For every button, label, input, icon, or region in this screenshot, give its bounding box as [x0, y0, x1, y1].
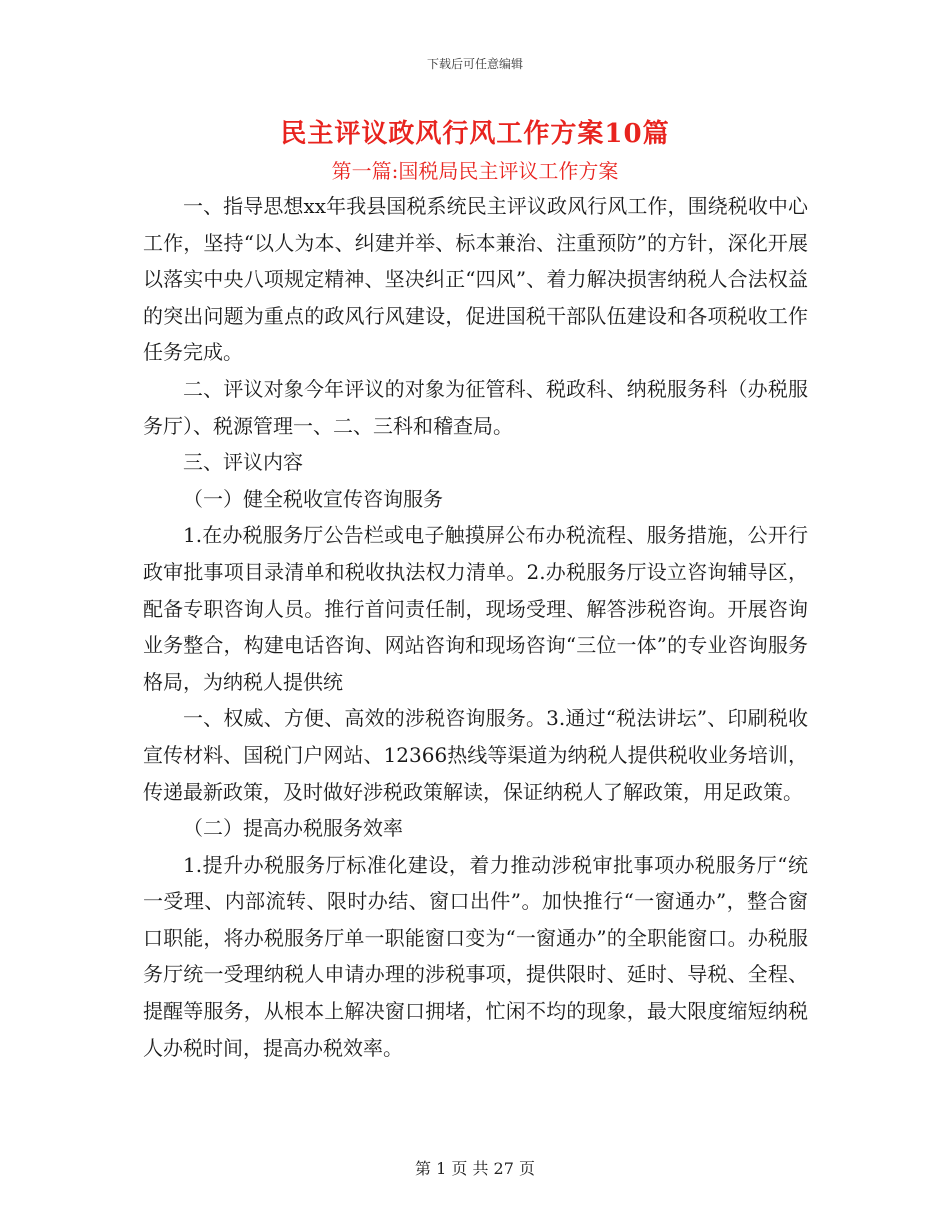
page-header-note: 下载后可任意编辑 — [426, 57, 523, 71]
paragraph-section-1-items: 1.在办税服务厅公告栏或电子触摸屏公布办税流程、服务措施，公开行政审批事项目录清单和税收执法权力清单。2.办税服务厅设立咨询辅导区，配备专职咨询人员。推行首问责任制，现场受理、解答涉税咨询。开展咨询业务整合，构建电话咨询、网站咨询和现场咨询“三位一体”的专业咨询服务格局，为纳税人提供统 — [143, 523, 808, 694]
paragraph-section-2-items: 1.提升办税服务厅标准化建设，着力推动涉税审批事项办税服务厅“统一受理、内部流转、限时办结、窗口出件”。加快推行“一窗通办”，整合窗口职能，将办税服务厅单一职能窗口变为“一窗通办”的全职能窗口。办税服务厅统一受理纳税人申请办理的涉税事项，提供限时、延时、导税、全程、提醒等服务，从根本上解决窗口拥堵，忙闲不均的现象，最大限度缩短纳税人办税时间，提高办税效率。 — [143, 852, 808, 1060]
document-title: 民主评议政风行风工作方案10篇 — [280, 119, 670, 149]
paragraph-section-1-heading: （一）健全税收宣传咨询服务 — [183, 486, 443, 511]
paragraph-evaluation-targets: 二、评议对象今年评议的对象为征管科、税政科、纳税服务科（办税服务厅）、税源管理一、二、三科和稽查局。 — [143, 376, 808, 438]
document-subtitle: 第一篇:国税局民主评议工作方案 — [331, 159, 619, 183]
page-number: 第 1 页 共 27 页 — [415, 1159, 535, 1178]
paragraph-section-2-heading: （二）提高办税服务效率 — [183, 816, 403, 841]
paragraph-guiding-ideology: 一、指导思想xx年我县国税系统民主评议政风行风工作，围绕税收中心工作，坚持“以人为本、纠建并举、标本兼治、注重预防”的方针，深化开展以落实中央八项规定精神、坚决纠正“四风”、着力解决损害纳税人合法权益的突出问题为重点的政风行风建设，促进国税干部队伍建设和各项税收工作任务完成。 — [143, 194, 808, 365]
document-body — [143, 188, 808, 1066]
paragraph-evaluation-content-heading: 三、评议内容 — [183, 450, 303, 475]
paragraph-section-1-continued: 一、权威、方便、高效的涉税咨询服务。3.通过“税法讲坛”、印刷税收宣传材料、国税门户网站、12366热线等渠道为纳税人提供税收业务培训，传递最新政策，及时做好涉税政策解读，保证纳税人了解政策，用足政策。 — [143, 706, 808, 804]
